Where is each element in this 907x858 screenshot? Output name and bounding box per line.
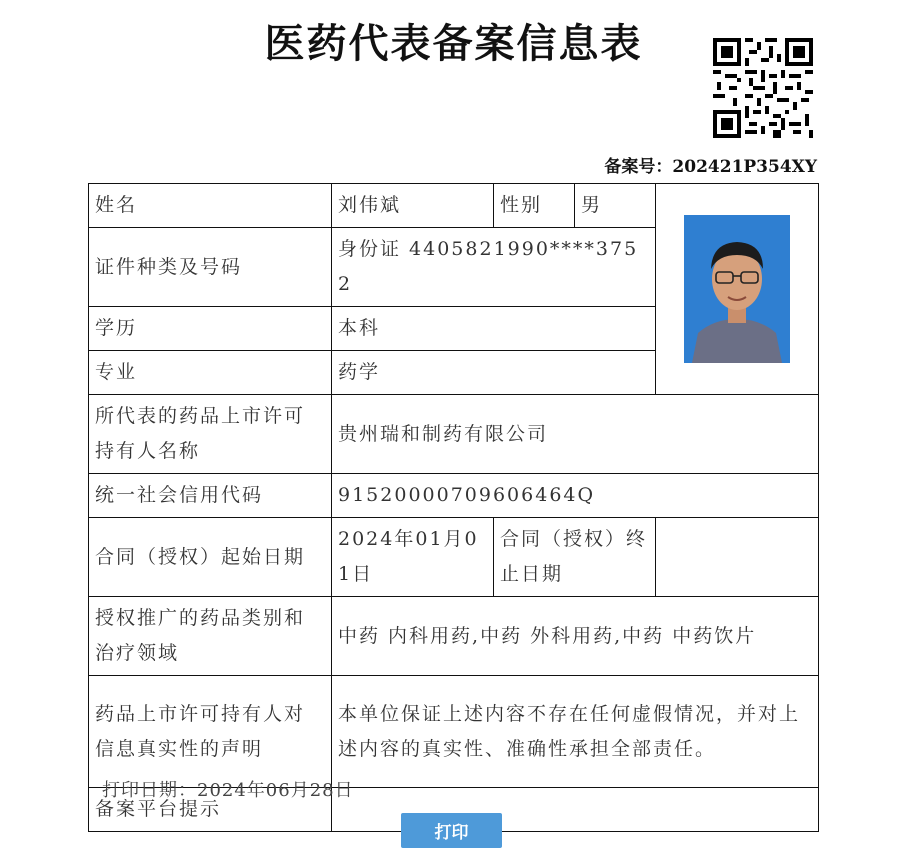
education-value: 本科 <box>332 307 656 351</box>
profile-photo <box>684 215 790 363</box>
page-title: 医药代表备案信息表 <box>264 20 643 67</box>
name-label: 姓名 <box>89 184 332 228</box>
holder-value: 贵州瑞和制药有限公司 <box>332 395 819 474</box>
filing-number: 备案号：202421P354XY <box>604 157 817 177</box>
qr-code <box>713 38 813 138</box>
name-value: 刘伟斌 <box>332 184 494 228</box>
id-label: 证件种类及号码 <box>89 228 332 307</box>
statement-value: 本单位保证上述内容不存在任何虚假情况，并对上述内容的真实性、准确性承担全部责任。 <box>332 676 819 788</box>
major-value: 药学 <box>332 351 656 395</box>
id-value: 身份证 4405821990****3752 <box>332 228 656 307</box>
notice-label: 备案平台提示 <box>89 788 332 832</box>
credit-code-label: 统一社会信用代码 <box>89 474 332 518</box>
education-label: 学历 <box>89 307 332 351</box>
print-button[interactable]: 打印 <box>401 813 502 848</box>
print-date: 打印日期：2024年06月28日 <box>102 780 354 801</box>
holder-label: 所代表的药品上市许可持有人名称 <box>89 395 332 474</box>
statement-label: 药品上市许可持有人对信息真实性的声明 <box>89 676 332 788</box>
credit-code-value: 91520000709606464Q <box>332 474 819 518</box>
info-table <box>88 183 819 832</box>
photo-cell <box>656 184 819 395</box>
scope-label: 授权推广的药品类别和治疗领域 <box>89 597 332 676</box>
end-date-label: 合同（授权）终止日期 <box>494 518 656 597</box>
gender-value: 男 <box>575 184 656 228</box>
start-date-value: 2024年01月01日 <box>332 518 494 597</box>
major-label: 专业 <box>89 351 332 395</box>
gender-label: 性别 <box>494 184 575 228</box>
start-date-label: 合同（授权）起始日期 <box>89 518 332 597</box>
scope-value: 中药 内科用药,中药 外科用药,中药 中药饮片 <box>332 597 819 676</box>
end-date-value <box>656 518 819 597</box>
